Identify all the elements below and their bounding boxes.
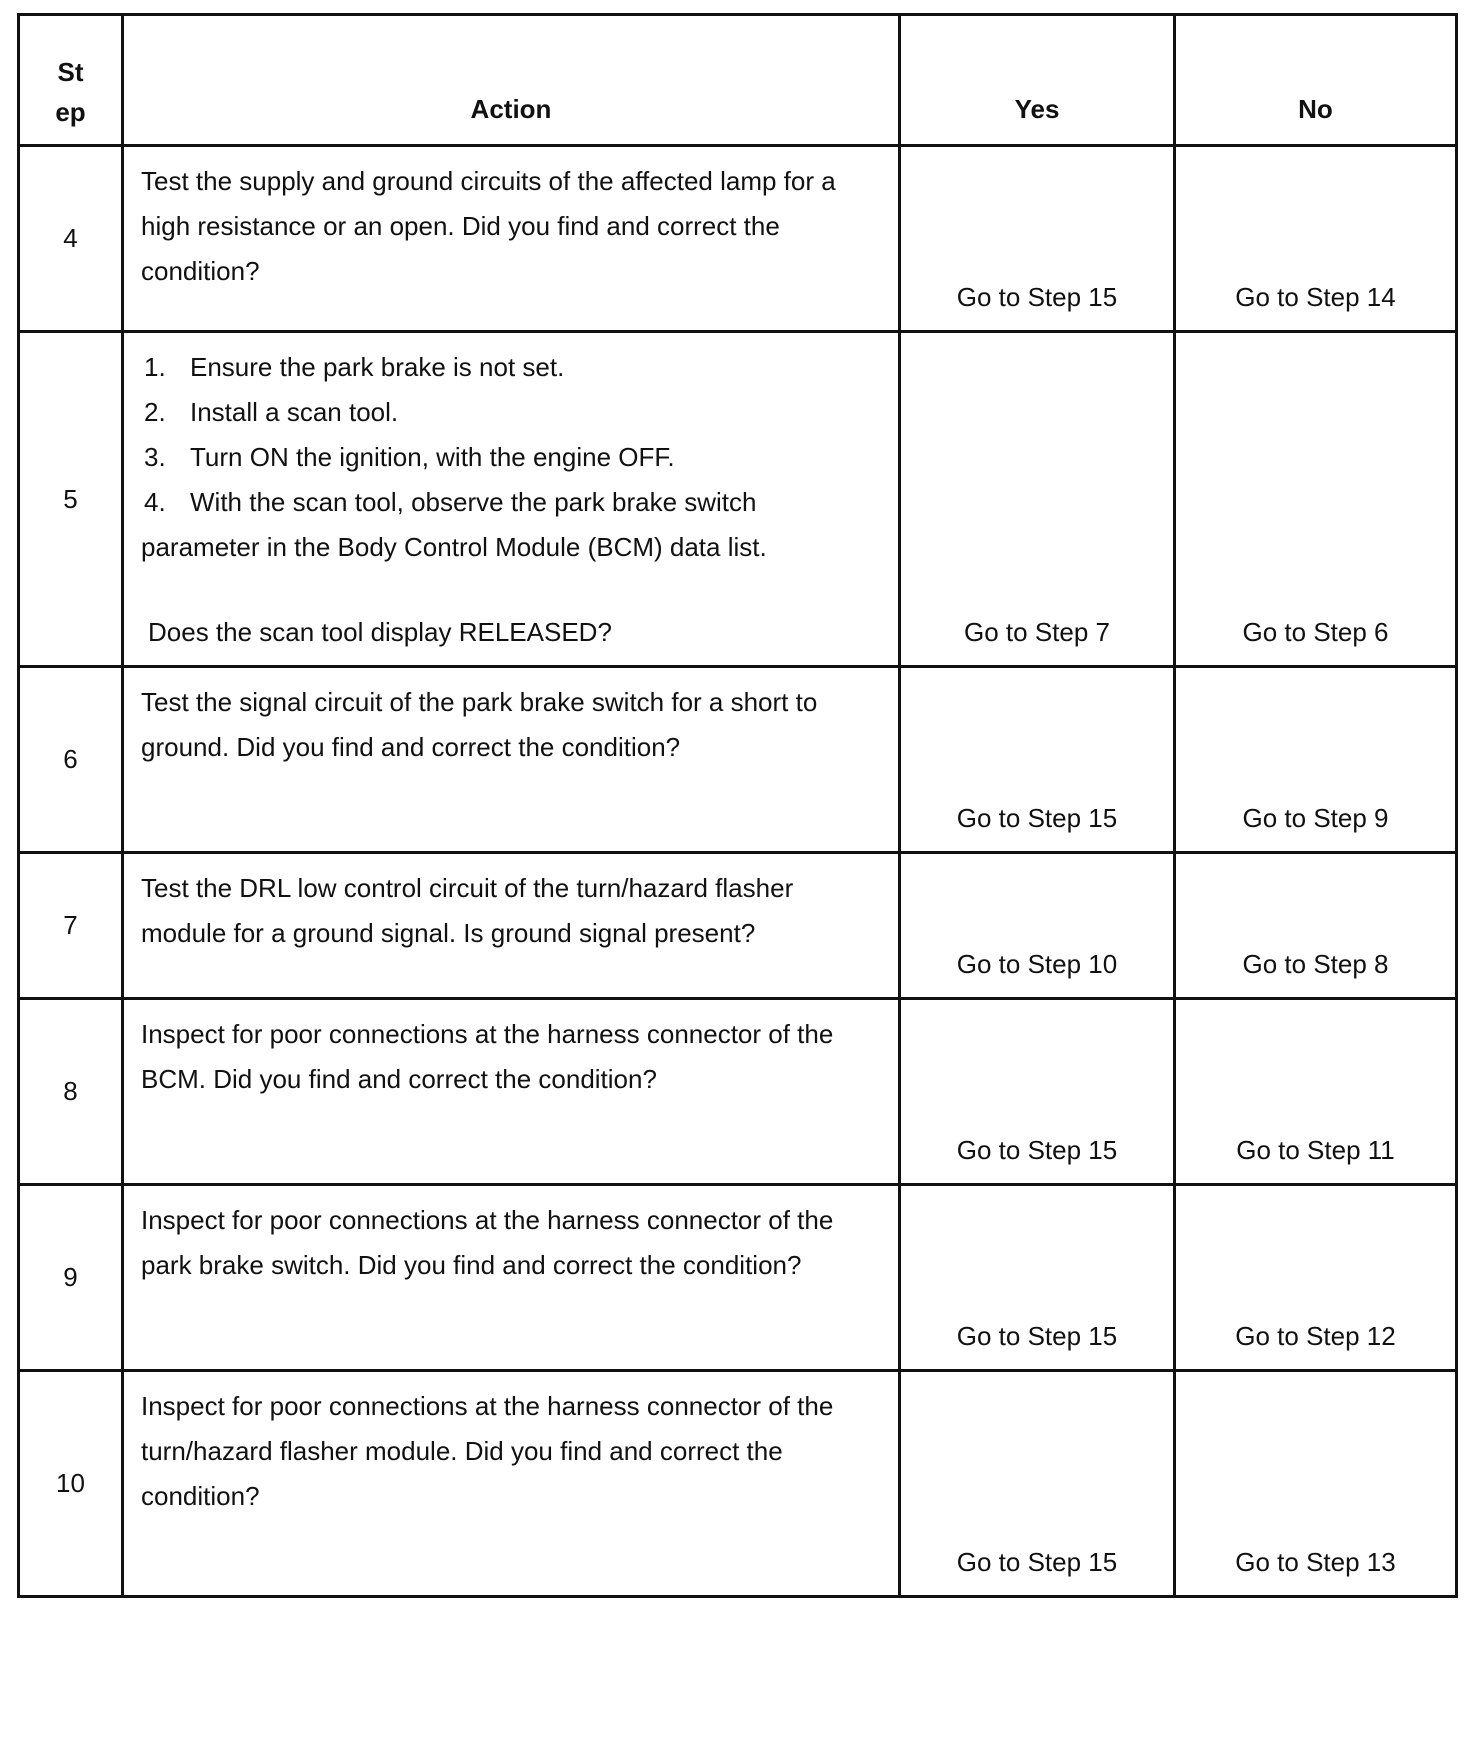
step-number: 5 (19, 332, 123, 667)
no-result: Go to Step 8 (1175, 853, 1457, 999)
step-number: 9 (19, 1185, 123, 1371)
table-row (19, 332, 1457, 667)
table-row (19, 999, 1457, 1185)
list-continuation: parameter in the Body Control Module (BCM) data list. (141, 532, 767, 562)
header-yes: Yes (900, 15, 1175, 146)
action-text (123, 332, 900, 667)
action-text: Test the signal circuit of the park brake switch for a short to ground. Did you find and correct the condition? (123, 667, 900, 853)
action-list (141, 345, 882, 525)
action-text: Inspect for poor connections at the harness connector of the BCM. Did you find and correct the condition? (123, 999, 900, 1185)
yes-result: Go to Step 15 (900, 1371, 1175, 1597)
action-text: Inspect for poor connections at the harness connector of the park brake switch. Did you find and correct the condition? (123, 1185, 900, 1371)
header-action: Action (123, 15, 900, 146)
action-text: Inspect for poor connections at the harness connector of the turn/hazard flasher module. Did you find and correct the condition? (123, 1371, 900, 1597)
list-item: 4. With the scan tool, observe the park brake switch (144, 487, 757, 517)
header-row (19, 15, 1457, 146)
yes-result: Go to Step 7 (900, 332, 1175, 667)
table-row (19, 1371, 1457, 1597)
no-result: Go to Step 9 (1175, 667, 1457, 853)
header-no: No (1175, 15, 1457, 146)
list-item: 3. Turn ON the ignition, with the engine OFF. (144, 442, 675, 472)
step-number: 7 (19, 853, 123, 999)
step-number: 6 (19, 667, 123, 853)
yes-result: Go to Step 15 (900, 146, 1175, 332)
list-item: 2. Install a scan tool. (144, 397, 399, 427)
no-result: Go to Step 11 (1175, 999, 1457, 1185)
yes-result: Go to Step 10 (900, 853, 1175, 999)
step-number: 10 (19, 1371, 123, 1597)
table-row (19, 146, 1457, 332)
yes-result: Go to Step 15 (900, 667, 1175, 853)
action-question: Does the scan tool display RELEASED? (148, 617, 612, 647)
step-number: 8 (19, 999, 123, 1185)
table-row (19, 853, 1457, 999)
list-item: 1. Ensure the park brake is not set. (144, 352, 565, 382)
no-result: Go to Step 13 (1175, 1371, 1457, 1597)
step-number: 4 (19, 146, 123, 332)
action-text: Test the supply and ground circuits of the affected lamp for a high resistance or an open. Did you find and correct the condition? (123, 146, 900, 332)
diagnostic-table (17, 13, 1458, 1598)
header-step: St ep (19, 15, 123, 146)
table-row (19, 1185, 1457, 1371)
no-result: Go to Step 12 (1175, 1185, 1457, 1371)
yes-result: Go to Step 15 (900, 999, 1175, 1185)
action-text: Test the DRL low control circuit of the turn/hazard flasher module for a ground signal. Is ground signal present? (123, 853, 900, 999)
no-result: Go to Step 6 (1175, 332, 1457, 667)
yes-result: Go to Step 15 (900, 1185, 1175, 1371)
table-row (19, 667, 1457, 853)
no-result: Go to Step 14 (1175, 146, 1457, 332)
